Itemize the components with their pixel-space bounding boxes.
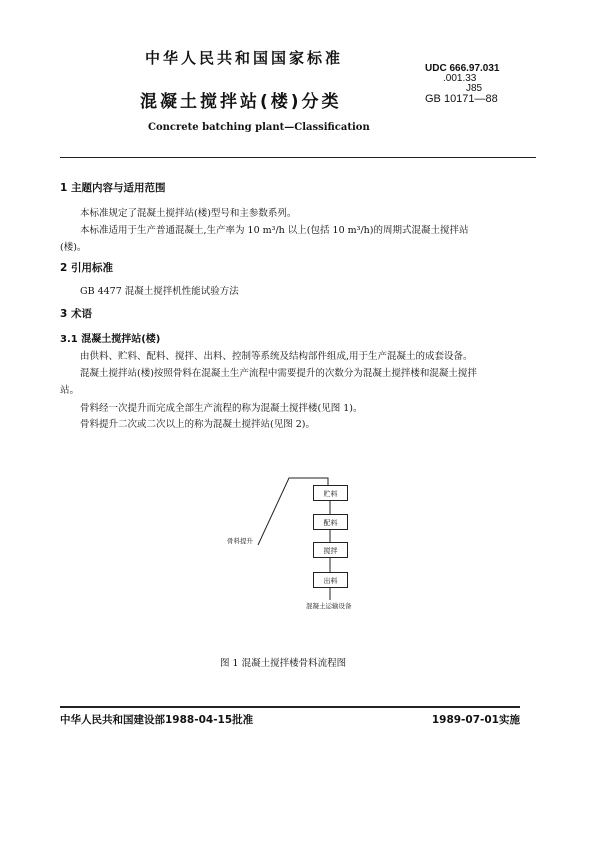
section-3-heading: 3 术语 — [60, 308, 92, 320]
effective-date: 1989-07-01实施 — [431, 714, 520, 726]
paragraph: 站。 — [60, 385, 80, 396]
approval-date: 中华人民共和国建设部1988-04-15批准 — [60, 714, 254, 726]
flow-input-label: 骨料提升 — [227, 537, 253, 545]
flow-step-mixing: 搅拌 — [313, 542, 348, 558]
footer-rule — [60, 706, 520, 708]
section-3-1-heading: 3.1 混凝土搅拌站(楼) — [60, 334, 161, 345]
paragraph: 由供料、贮料、配料、搅拌、出料、控制等系统及结构部件组成,用于生产混凝土的成套设备。 — [80, 351, 473, 362]
section-1-heading: 1 主题内容与适用范围 — [60, 182, 166, 194]
paragraph: 本标准适用于生产普通混凝土,生产率为 10 m³/h 以上(包括 10 m³/h)的周期式混凝土搅拌站 — [80, 225, 469, 236]
flow-step-storage: 贮料 — [313, 485, 348, 501]
paragraph: 混凝土搅拌站(楼)按照骨料在混凝土生产流程中需要提升的次数分为混凝土搅拌楼和混凝土搅拌 — [80, 368, 477, 379]
section-2-heading: 2 引用标准 — [60, 262, 113, 274]
paragraph: 本标准规定了混凝土搅拌站(楼)型号和主参数系列。 — [80, 208, 297, 219]
paragraph: 骨料提升二次或二次以上的称为混凝土搅拌站(见图 2)。 — [80, 419, 315, 430]
reference-standard: GB 4477 混凝土搅拌机性能试验方法 — [80, 286, 239, 297]
gb-number: GB 10171—88 — [425, 93, 498, 105]
udc-line2: .001.33 — [443, 73, 477, 84]
national-standard-label: 中华人民共和国国家标准 — [145, 49, 344, 67]
paragraph: (楼)。 — [60, 242, 87, 253]
document-title-en: Concrete batching plant—Classification — [148, 122, 370, 133]
flow-output-label: 混凝土运输设备 — [306, 602, 352, 610]
figure-caption: 图 1 混凝土搅拌楼骨料流程图 — [220, 658, 347, 669]
paragraph: 骨料经一次提升而完成全部生产流程的称为混凝土搅拌楼(见图 1)。 — [80, 403, 363, 414]
flow-step-batching: 配料 — [313, 514, 348, 530]
udc-line1: UDC 666.97.031 — [425, 63, 500, 74]
flow-step-discharge: 出料 — [313, 572, 348, 588]
document-title-cn: 混凝土搅拌站(楼)分类 — [140, 92, 342, 112]
class-code: J85 — [466, 83, 483, 94]
